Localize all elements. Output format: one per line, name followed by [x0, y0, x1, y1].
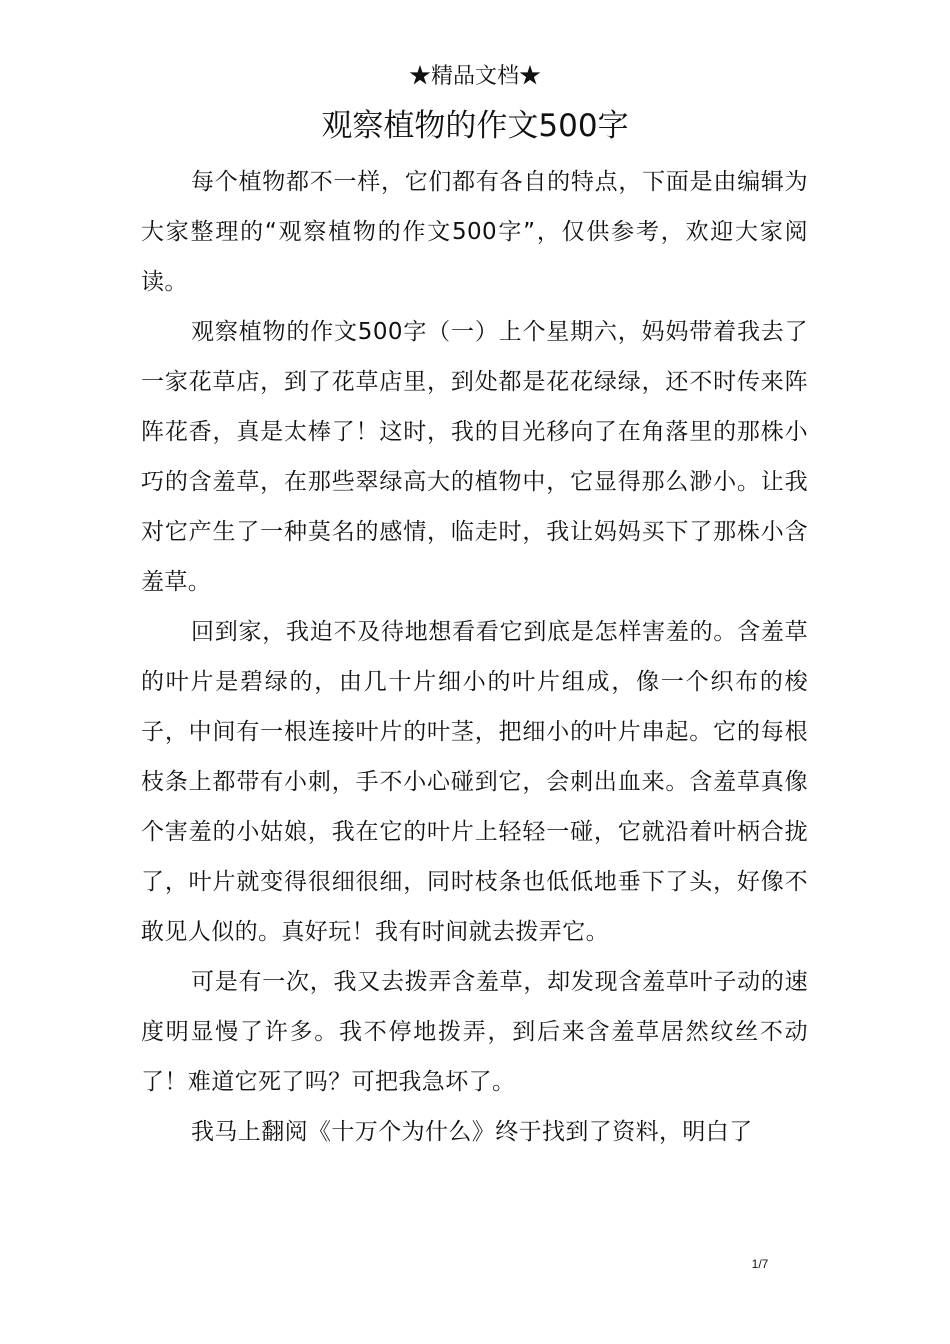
page-number: 1/7	[751, 1257, 769, 1271]
document-badge: ★精品文档★	[408, 64, 541, 89]
paragraph-1: 观察植物的作文500字（一）上个星期六，妈妈带着我去了一家花草店，到了花草店里，到处都是花花绿绿，还不时传来阵阵花香，真是太棒了！这时，我的目光移向了在角落里的那株小巧的含羞草，在那些翠绿高大的植物中，它显得那么渺小。让我对它产生了一种莫名的感情，临走时，我让妈妈买下了那株小含羞草。	[141, 319, 808, 595]
document-title: 观察植物的作文500字	[321, 108, 629, 144]
paragraph-intro: 每个植物都不一样，它们都有各自的特点，下面是由编辑为大家整理的“观察植物的作文500字”，仅供参考，欢迎大家阅读。	[141, 169, 808, 295]
document-body	[141, 157, 808, 1157]
paragraph-3: 可是有一次，我又去拨弄含羞草，却发现含羞草叶子动的速度明显慢了许多。我不停地拨弄，到后来含羞草居然纹丝不动了！难道它死了吗？可把我急坏了。	[141, 969, 808, 1095]
paragraph-4: 我马上翻阅《十万个为什么》终于找到了资料，明白了	[191, 1119, 753, 1145]
paragraph-2: 回到家，我迫不及待地想看看它到底是怎样害羞的。含羞草的叶片是碧绿的，由几十片细小的叶片组成，像一个织布的梭子，中间有一根连接叶片的叶茎，把细小的叶片串起。它的每根枝条上都带有小刺，手不小心碰到它，会刺出血来。含羞草真像个害羞的小姑娘，我在它的叶片上轻轻一碰，它就沿着叶柄合拢了，叶片就变得很细很细，同时枝条也低低地垂下了头，好像不敢见人似的。真好玩！我有时间就去拨弄它。	[141, 619, 808, 945]
